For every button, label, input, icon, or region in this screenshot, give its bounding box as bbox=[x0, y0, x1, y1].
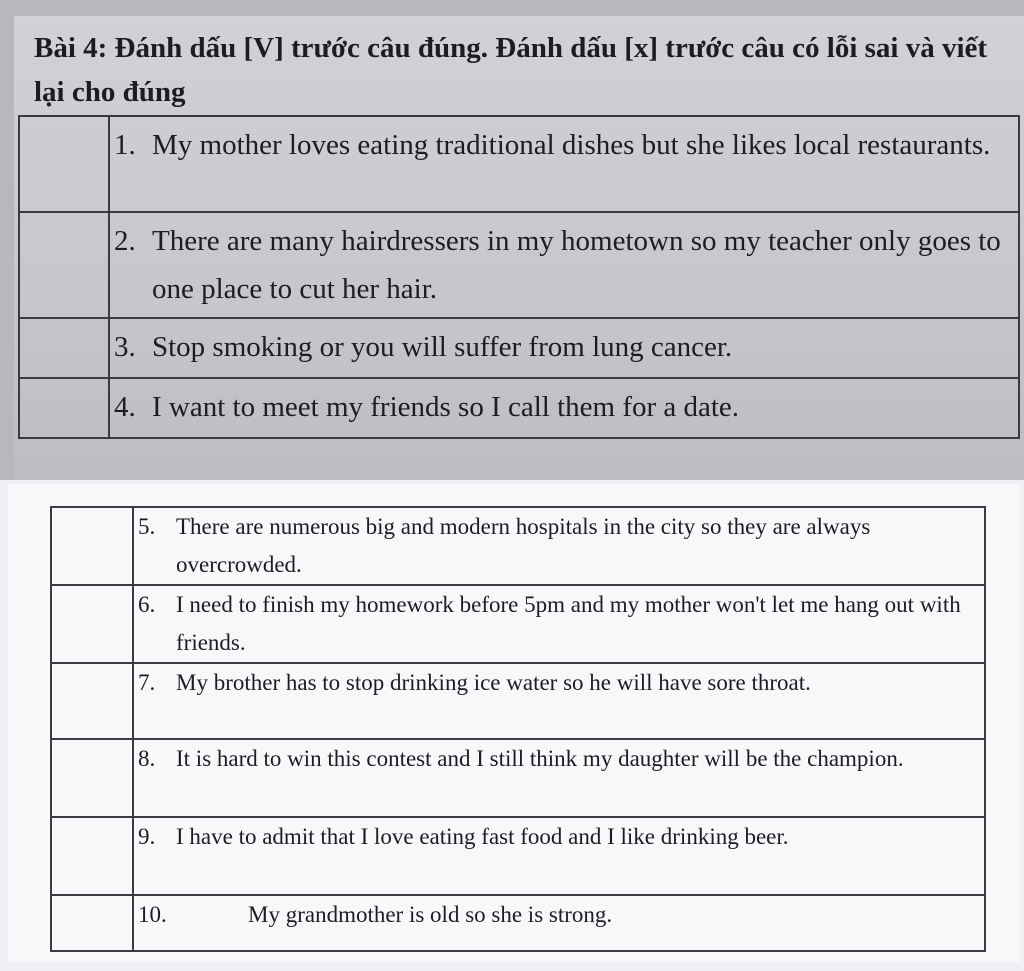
table-row bbox=[51, 817, 985, 895]
answer-mark-cell-3[interactable] bbox=[19, 318, 109, 378]
sentence-number: 6. bbox=[138, 592, 156, 617]
sentence-number: 10. bbox=[138, 902, 167, 927]
table-row bbox=[19, 212, 1019, 318]
sentence-text: It is hard to win this contest and I still think my daughter will be the champion. bbox=[176, 746, 904, 771]
sentence-number: 4. bbox=[114, 391, 136, 423]
sentence-cell bbox=[109, 378, 1019, 438]
sentence-cell bbox=[109, 318, 1019, 378]
answer-mark-cell-9[interactable] bbox=[51, 817, 133, 895]
sentence-text: Stop smoking or you will suffer from lung cancer. bbox=[152, 331, 733, 363]
sentence-text: My brother has to stop drinking ice water so he will have sore throat. bbox=[176, 670, 811, 695]
sentence-text: I want to meet my friends so I call them for a date. bbox=[152, 391, 740, 423]
sentence-number: 3. bbox=[114, 331, 136, 363]
sentence-number: 9. bbox=[138, 824, 156, 849]
sentence-cell bbox=[109, 212, 1019, 318]
answer-mark-cell-2[interactable] bbox=[19, 212, 109, 318]
sentence-cell bbox=[133, 507, 985, 585]
table-row bbox=[19, 378, 1019, 438]
exercise-table-part-1 bbox=[18, 115, 1020, 439]
sentence-text: There are many hairdressers in my hometown so my teacher only goes to one place to cut her hair. bbox=[152, 225, 1001, 305]
table-row bbox=[51, 507, 985, 585]
sentence-cell bbox=[133, 817, 985, 895]
sentence-number: 1. bbox=[114, 129, 136, 161]
sentence-text: I have to admit that I love eating fast food and I like drinking beer. bbox=[176, 824, 789, 849]
exercise-table-part-2 bbox=[50, 506, 986, 952]
sentence-cell bbox=[133, 585, 985, 663]
sentence-text: There are numerous big and modern hospitals in the city so they are always overcrowded. bbox=[176, 514, 871, 577]
table-row bbox=[51, 739, 985, 817]
table-row bbox=[51, 585, 985, 663]
sentence-text: My grandmother is old so she is strong. bbox=[248, 902, 613, 927]
answer-mark-cell-8[interactable] bbox=[51, 739, 133, 817]
sentence-number: 5. bbox=[138, 514, 156, 539]
answer-mark-cell-10[interactable] bbox=[51, 895, 133, 951]
answer-mark-cell-5[interactable] bbox=[51, 507, 133, 585]
sentence-cell bbox=[133, 895, 985, 951]
table-row bbox=[19, 116, 1019, 212]
answer-mark-cell-1[interactable] bbox=[19, 116, 109, 212]
sentence-cell bbox=[109, 116, 1019, 212]
table-row bbox=[51, 895, 985, 951]
answer-mark-cell-7[interactable] bbox=[51, 663, 133, 739]
exercise-title: Bài 4: Đánh dấu [V] trước câu đúng. Đánh dấu [x] trước câu có lỗi sai và viết lại cho đúng bbox=[34, 32, 988, 108]
table-row bbox=[19, 318, 1019, 378]
answer-mark-cell-6[interactable] bbox=[51, 585, 133, 663]
sentence-text: I need to finish my homework before 5pm and my mother won't let me hang out with friends. bbox=[176, 592, 961, 655]
sentence-number: 7. bbox=[138, 670, 156, 695]
sentence-number: 2. bbox=[114, 225, 136, 257]
sentence-number: 8. bbox=[138, 746, 156, 771]
answer-mark-cell-4[interactable] bbox=[19, 378, 109, 438]
sentence-cell bbox=[133, 739, 985, 817]
sentence-cell bbox=[133, 663, 985, 739]
table-row bbox=[51, 663, 985, 739]
sentence-text: My mother loves eating traditional dishes but she likes local restaurants. bbox=[152, 129, 991, 161]
